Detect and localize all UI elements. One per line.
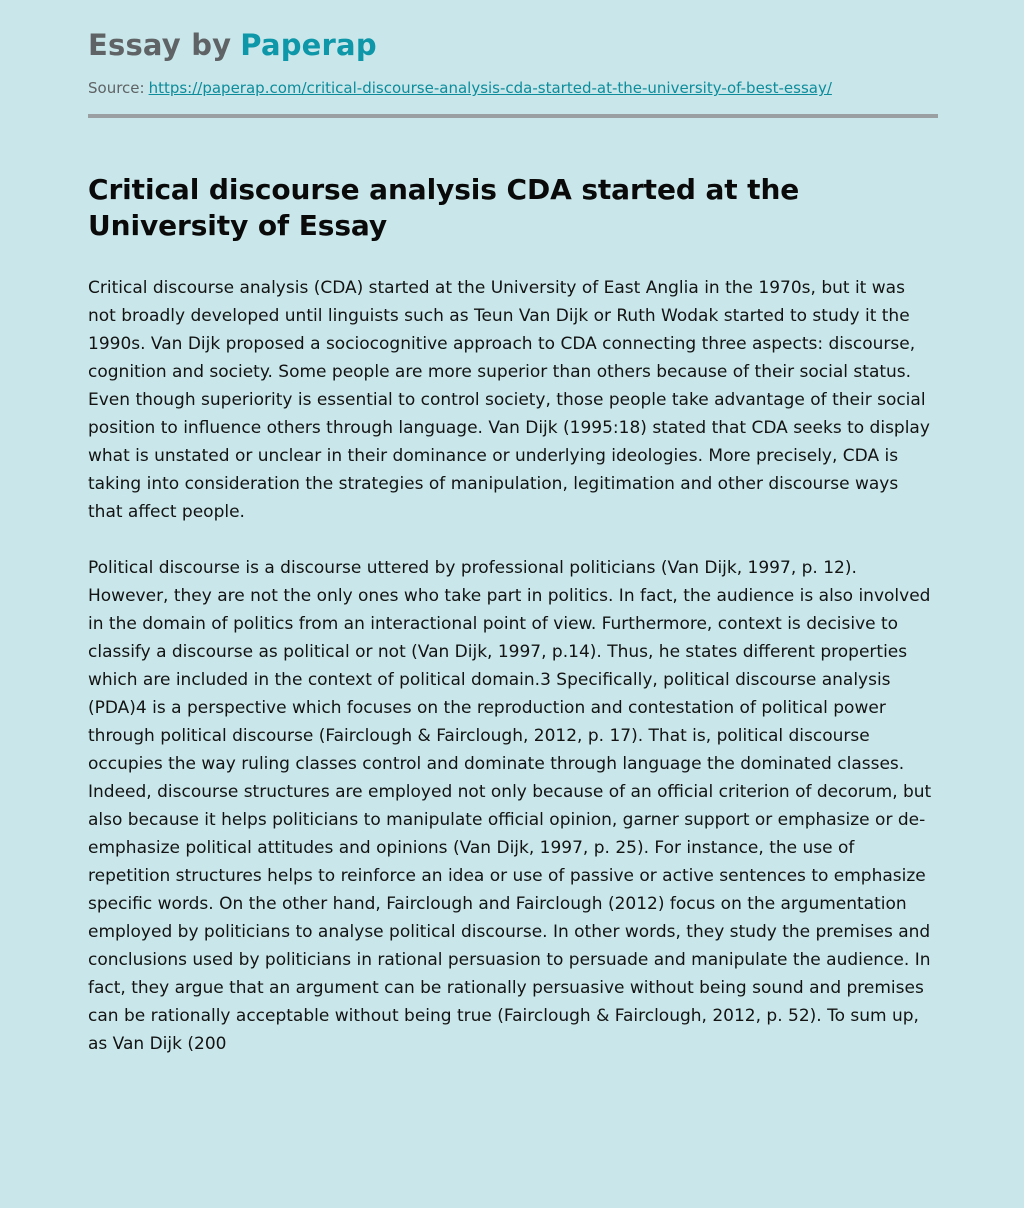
site-brand <box>88 26 936 64</box>
article-paragraph: Critical discourse analysis (CDA) started at the University of East Anglia in the 1970s, but it was not broadly developed until linguists such as Teun Van Dijk or Ruth Wodak started to study it the 1990s. Van Dijk proposed a sociocognitive approach to CDA connecting three aspects: discourse, cognition and society. Some people are more superior than others because of their social status. Even though superiority is essential to control society, those people take advantage of their social position to influence others through language. Van Dijk (1995:18) stated that CDA seeks to display what is unstated or unclear in their dominance or underlying ideologies. More precisely, CDA is taking into consideration the strategies of manipulation, legitimation and other discourse ways that affect people. <box>88 278 930 522</box>
source-url-link[interactable]: https://paperap.com/critical-discourse-analysis-cda-started-at-the-university-of-best-essay/ <box>148 79 832 97</box>
article-container <box>0 172 1024 1058</box>
header-divider <box>88 114 938 118</box>
page-masthead <box>0 0 1024 100</box>
source-line <box>88 76 936 100</box>
article-body <box>88 274 936 1058</box>
article-paragraph: Political discourse is a discourse uttered by professional politicians (Van Dijk, 1997, p. 12). However, they are not the only ones who take part in politics. In fact, the audience is also involved in the domain of politics from an interactional point of view. Furthermore, context is decisive to classify a discourse as political or not (Van Dijk, 1997, p.14). Thus, he states different properties which are included in the context of political domain.3 Specifically, political discourse analysis (PDA)4 is a perspective which focuses on the reproduction and contestation of political power through political discourse (Fairclough & Fairclough, 2012, p. 17). That is, political discourse occupies the way ruling classes control and dominate through language the dominated classes. Indeed, discourse structures are employed not only because of an official criterion of decorum, but also because it helps politicians to manipulate official opinion, garner support or emphasize or de-emphasize political attitudes and opinions (Van Dijk, 1997, p. 25). For instance, the use of repetition structures helps to reinforce an idea or use of passive or active sentences to emphasize specific words. On the other hand, Fairclough and Fairclough (2012) focus on the argumentation employed by politicians to analyse political discourse. In other words, they study the premises and conclusions used by politicians in rational persuasion to persuade and manipulate the audience. In fact, they argue that an argument can be rationally persuasive without being sound and premises can be rationally acceptable without being true (Fairclough & Fairclough, 2012, p. 52). To sum up, as Van Dijk (200 <box>88 558 932 1054</box>
page-title: Critical discourse analysis CDA started at the University of Essay <box>88 173 800 242</box>
source-label: Source: <box>88 79 145 97</box>
brand-prefix: Essay by <box>88 28 232 62</box>
brand-name: Paperap <box>240 28 377 62</box>
